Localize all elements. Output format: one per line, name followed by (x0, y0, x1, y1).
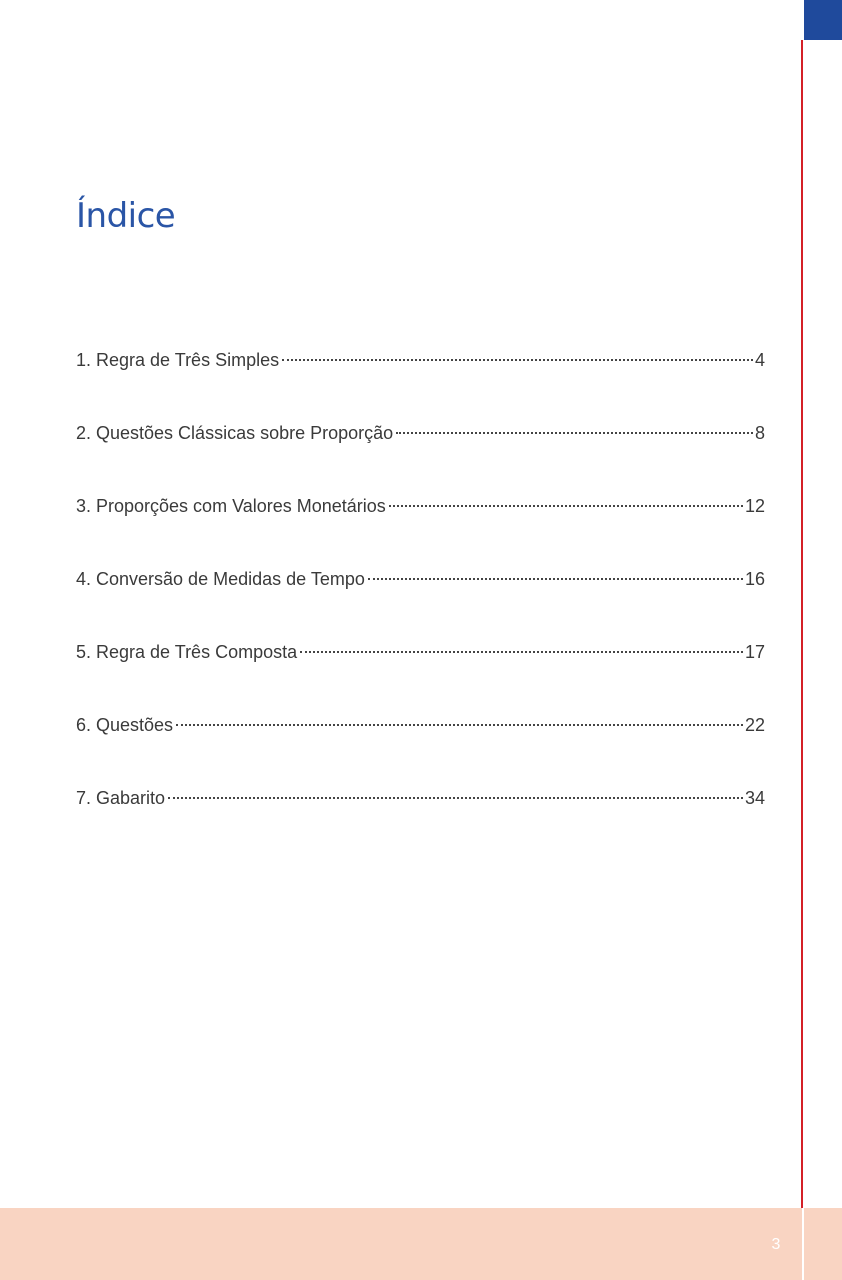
toc-dot-leader (282, 359, 753, 361)
toc-entry-page: 4 (754, 350, 765, 370)
toc-entry-label: 7. Gabarito (76, 788, 166, 808)
toc-entry-label: 2. Questões Clássicas sobre Proporção (76, 423, 394, 443)
table-of-contents (76, 346, 765, 857)
page-number: 3 (771, 1236, 781, 1253)
toc-entry-page: 12 (744, 496, 765, 516)
toc-entry-1[interactable] (76, 346, 765, 375)
toc-entry-page: 8 (754, 423, 765, 443)
toc-dot-leader (396, 432, 753, 434)
toc-dot-leader (389, 505, 743, 507)
toc-dot-leader (176, 724, 743, 726)
toc-entry-page: 34 (744, 788, 765, 808)
page-title: Índice (76, 196, 176, 236)
toc-entry-label: 1. Regra de Três Simples (76, 350, 280, 370)
toc-entry-2[interactable] (76, 419, 765, 448)
toc-entry-page: 16 (744, 569, 765, 589)
toc-entry-label: 3. Proporções com Valores Monetários (76, 496, 386, 516)
margin-rule (801, 40, 803, 1208)
toc-entry-label: 6. Questões (76, 715, 174, 735)
toc-entry-label: 5. Regra de Três Composta (76, 642, 298, 662)
toc-entry-5[interactable] (76, 638, 765, 667)
footer-divider (802, 1208, 804, 1280)
toc-dot-leader (368, 578, 743, 580)
footer-band (0, 1208, 842, 1280)
corner-tab-marker (804, 0, 842, 40)
toc-entry-7[interactable] (76, 784, 765, 813)
toc-entry-label: 4. Conversão de Medidas de Tempo (76, 569, 365, 589)
toc-entry-page: 17 (744, 642, 765, 662)
toc-entry-4[interactable] (76, 565, 765, 594)
toc-entry-6[interactable] (76, 711, 765, 740)
toc-entry-3[interactable] (76, 492, 765, 521)
toc-dot-leader (300, 651, 743, 653)
toc-entry-page: 22 (744, 715, 765, 735)
toc-dot-leader (168, 797, 743, 799)
